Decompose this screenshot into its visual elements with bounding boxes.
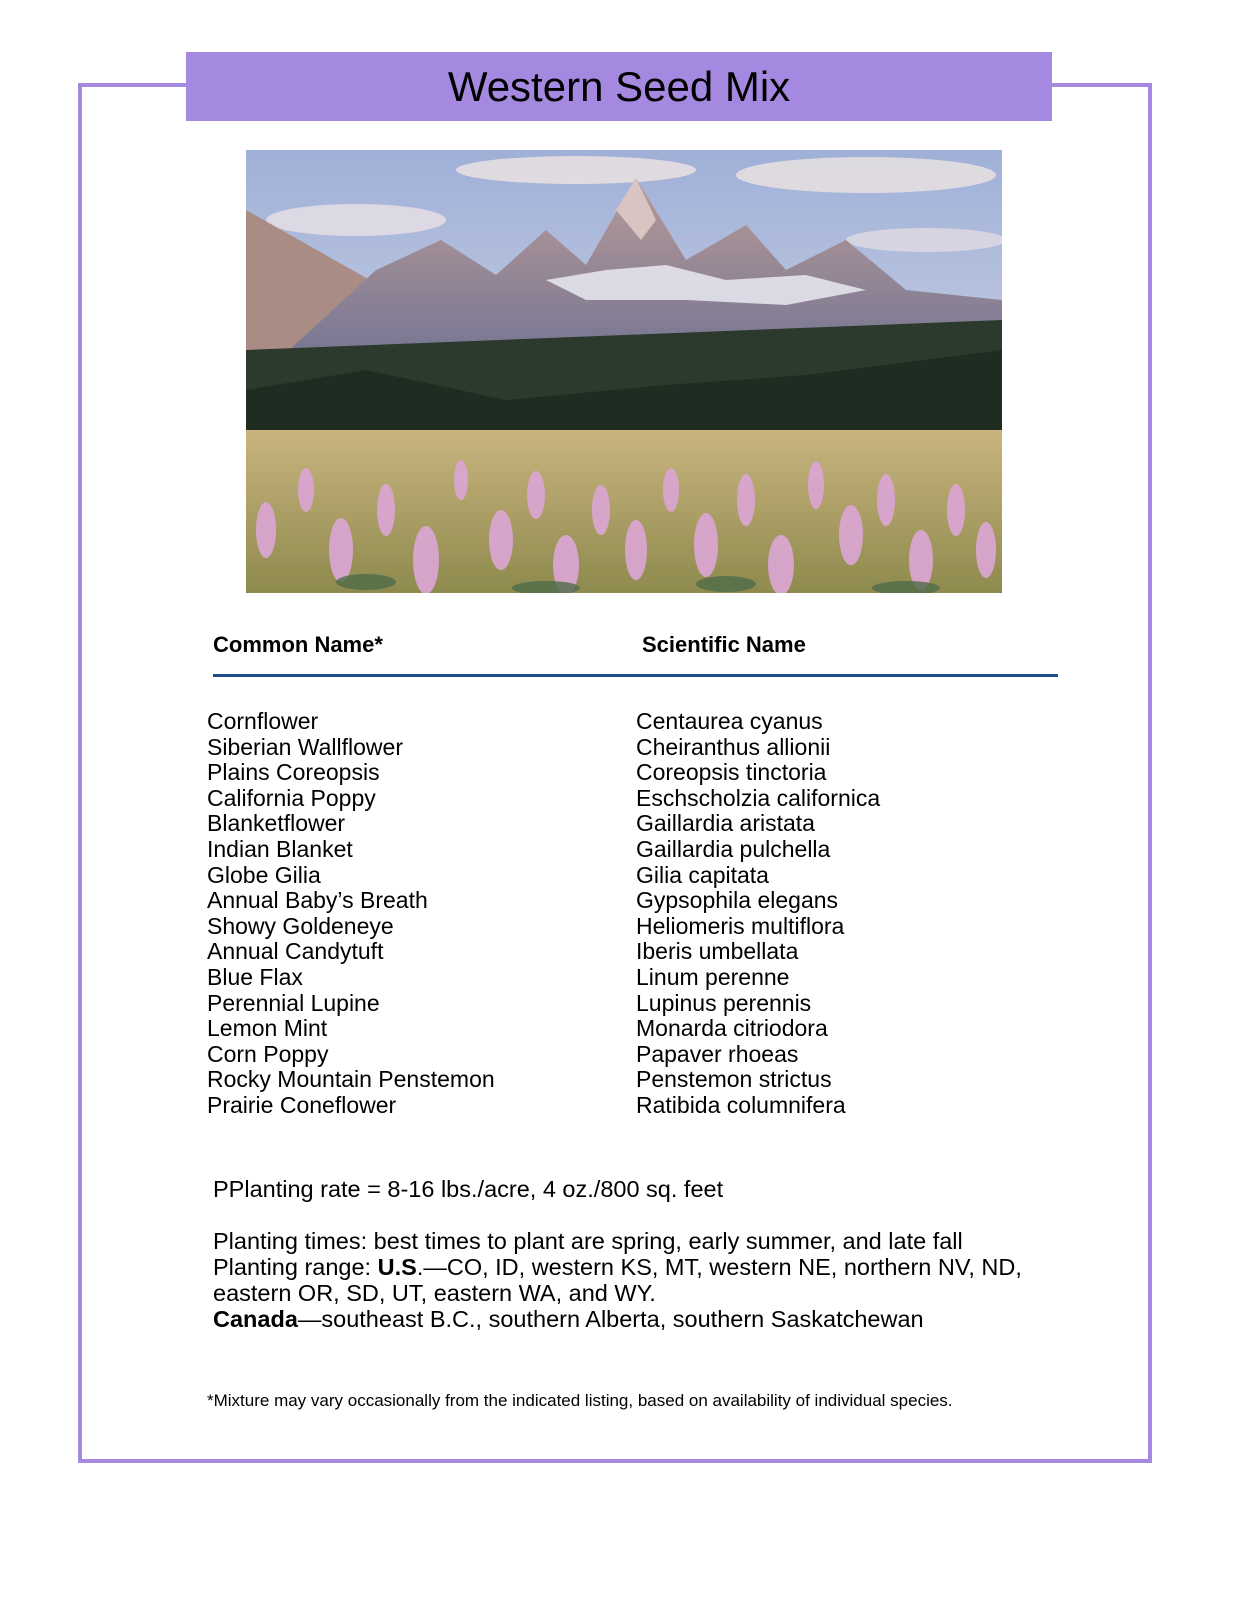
list-item: Gaillardia pulchella xyxy=(636,835,831,862)
list-item: Siberian Wallflower xyxy=(207,733,403,760)
list-item: Plains Coreopsis xyxy=(207,759,380,786)
common-name-header: Common Name* xyxy=(213,632,383,657)
canada-range-text: —southeast B.C., southern Alberta, southern Saskatchewan xyxy=(297,1306,924,1332)
list-item: Perennial Lupine xyxy=(207,989,380,1016)
planting-times: Planting times: best times to plant are spring, early summer, and late fall xyxy=(213,1228,963,1254)
list-item: Cornflower xyxy=(207,708,319,734)
list-item: Corn Poppy xyxy=(207,1040,329,1067)
list-item: Linum perenne xyxy=(636,963,790,990)
list-item: Gilia capitata xyxy=(636,861,769,888)
list-item: Monarda citriodora xyxy=(636,1015,828,1042)
list-item: Penstemon strictus xyxy=(636,1066,832,1093)
mountain-meadow-lupine-illustration xyxy=(246,150,1002,593)
list-item: Coreopsis tinctoria xyxy=(636,759,827,786)
list-item: Lemon Mint xyxy=(207,1015,328,1042)
list-item: Globe Gilia xyxy=(207,861,321,888)
footnote: *Mixture may vary occasionally from the indicated listing, based on availability of individual species. xyxy=(207,1391,953,1410)
list-item: Indian Blanket xyxy=(207,835,353,862)
list-item: Blanketflower xyxy=(207,810,346,837)
common-name-list xyxy=(207,709,495,1119)
scientific-name-header: Scientific Name xyxy=(642,632,806,657)
list-item: Annual Candytuft xyxy=(207,938,384,965)
list-item: Gaillardia aristata xyxy=(636,810,815,837)
list-item: Iberis umbellata xyxy=(636,938,799,965)
list-item: California Poppy xyxy=(207,784,376,811)
list-item: Centaurea cyanus xyxy=(636,708,823,734)
list-item: Papaver rhoeas xyxy=(636,1040,799,1067)
us-range-text: .—CO, ID, western KS, MT, western NE, northern NV, ND, eastern OR, SD, UT, eastern WA, and WY. xyxy=(213,1254,1022,1306)
list-item: Prairie Coneflower xyxy=(207,1091,397,1118)
list-item: Ratibida columnifera xyxy=(636,1091,846,1118)
title-banner xyxy=(186,52,1052,121)
page-title: Western Seed Mix xyxy=(447,62,791,110)
scientific-name-list xyxy=(636,709,880,1119)
list-item: Heliomeris multiflora xyxy=(636,912,845,939)
canada-label: Canada xyxy=(213,1306,298,1332)
list-item: Eschscholzia californica xyxy=(636,784,881,811)
list-item: Gypsophila elegans xyxy=(636,887,839,914)
hero-image xyxy=(246,150,1002,593)
list-item: Blue Flax xyxy=(207,963,303,990)
us-label: U.S xyxy=(377,1254,417,1280)
planting-rate: PPlanting rate = 8-16 lbs./acre, 4 oz./800 sq. feet xyxy=(213,1176,724,1202)
list-item: Annual Baby’s Breath xyxy=(207,887,428,914)
planting-info xyxy=(213,1228,1073,1332)
list-item: Rocky Mountain Penstemon xyxy=(207,1066,495,1093)
list-item: Cheiranthus allionii xyxy=(636,733,831,760)
header-divider xyxy=(213,674,1058,677)
list-item: Lupinus perennis xyxy=(636,989,812,1016)
list-item: Showy Goldeneye xyxy=(207,912,394,939)
planting-range-label: Planting range: xyxy=(213,1254,378,1280)
